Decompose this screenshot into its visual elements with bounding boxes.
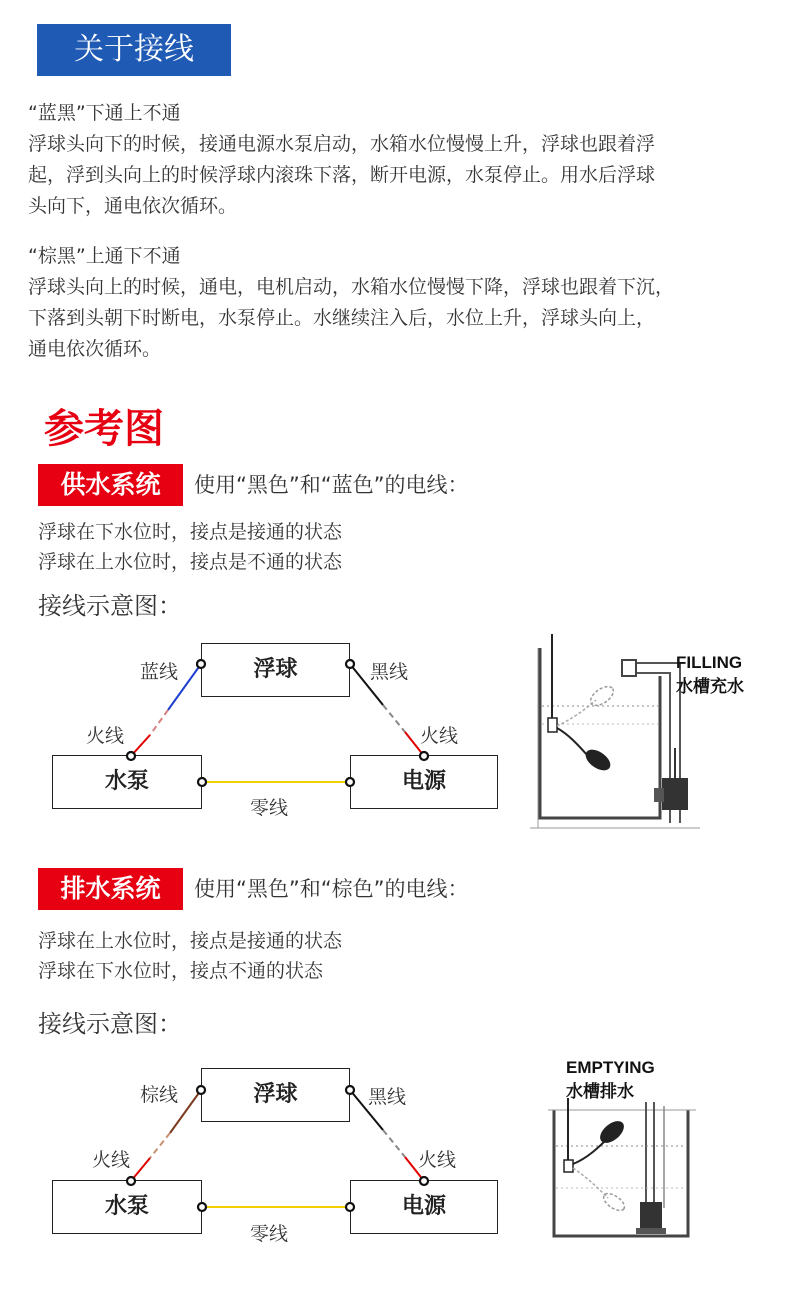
supply-system-desc: 使用“黑色”和“蓝色”的电线： bbox=[194, 473, 469, 497]
drain-state-1: 浮球在上水位时，接点是接通的状态 bbox=[38, 930, 343, 952]
supply-power-box: 电源 bbox=[350, 755, 498, 809]
emptying-label: EMPTYING bbox=[566, 1058, 655, 1077]
drain-diagram-title: 接线示意图： bbox=[38, 1010, 182, 1038]
supply-pump-box: 水泵 bbox=[52, 755, 202, 809]
filling-label-cn: 水槽充水 bbox=[676, 677, 744, 696]
blue-black-title: “蓝黑”下通上不通 bbox=[28, 102, 181, 124]
supply-label-right-live: 火线 bbox=[420, 725, 459, 747]
supply-label-black-wire: 黑线 bbox=[370, 661, 409, 683]
supply-float-box: 浮球 bbox=[201, 643, 350, 697]
drain-state-2: 浮球在下水位时，接点不通的状态 bbox=[38, 960, 324, 982]
drain-float-right-terminal bbox=[346, 1086, 354, 1094]
drain-pump-top-terminal bbox=[127, 1177, 135, 1185]
drain-power-left-terminal bbox=[346, 1203, 354, 1211]
drain-label-neutral: 零线 bbox=[250, 1223, 289, 1245]
supply-system-badge: 供水系统 bbox=[38, 464, 183, 506]
supply-diagram-title: 接线示意图： bbox=[38, 592, 182, 620]
drain-label-left-live: 火线 bbox=[92, 1149, 131, 1171]
drain-system-badge: 排水系统 bbox=[38, 868, 183, 910]
drain-label-right-live: 火线 bbox=[418, 1149, 457, 1171]
drain-power-box: 电源 bbox=[350, 1180, 498, 1234]
brown-black-line-2: 下落到头朝下时断电，水泵停止。水继续注入后，水位上升，浮球头向上， bbox=[28, 307, 656, 329]
supply-state-2: 浮球在上水位时，接点是不通的状态 bbox=[38, 551, 343, 573]
emptying-tank-illustration bbox=[548, 1098, 698, 1243]
blue-black-line-2: 起，浮到头向上的时候浮球内滚珠下落，断开电源，水泵停止。用水后浮球 bbox=[28, 164, 656, 186]
blue-black-line-3: 头向下，通电依次循环。 bbox=[28, 195, 238, 217]
drain-system-desc: 使用“黑色”和“棕色”的电线： bbox=[194, 877, 469, 901]
drain-label-black-wire: 黑线 bbox=[368, 1086, 407, 1108]
drain-label-brown-wire: 棕线 bbox=[140, 1084, 179, 1106]
brown-black-title: “棕黑”上通下不通 bbox=[28, 245, 181, 267]
reference-title: 参考图 bbox=[44, 406, 164, 452]
emptying-label-cn: 水槽排水 bbox=[566, 1082, 634, 1101]
drain-pump-right-terminal bbox=[198, 1203, 206, 1211]
brown-black-line-3: 通电依次循环。 bbox=[28, 338, 162, 360]
filling-label: FILLING bbox=[676, 653, 743, 672]
drain-float-left-terminal bbox=[197, 1086, 205, 1094]
drain-float-box: 浮球 bbox=[201, 1068, 350, 1122]
section-header-title: 关于接线 bbox=[74, 32, 194, 67]
drain-power-top-terminal bbox=[420, 1177, 428, 1185]
drain-pump-box: 水泵 bbox=[52, 1180, 202, 1234]
supply-label-left-live: 火线 bbox=[86, 725, 125, 747]
blue-black-line-1: 浮球头向下的时候，接通电源水泵启动，水箱水位慢慢上升，浮球也跟着浮 bbox=[28, 133, 656, 155]
supply-label-blue-wire: 蓝线 bbox=[140, 661, 179, 683]
brown-black-line-1: 浮球头向上的时候，通电，电机启动，水箱水位慢慢下降，浮球也跟着下沉， bbox=[28, 276, 675, 298]
supply-state-1: 浮球在下水位时，接点是接通的状态 bbox=[38, 521, 343, 543]
supply-label-neutral: 零线 bbox=[250, 797, 289, 819]
